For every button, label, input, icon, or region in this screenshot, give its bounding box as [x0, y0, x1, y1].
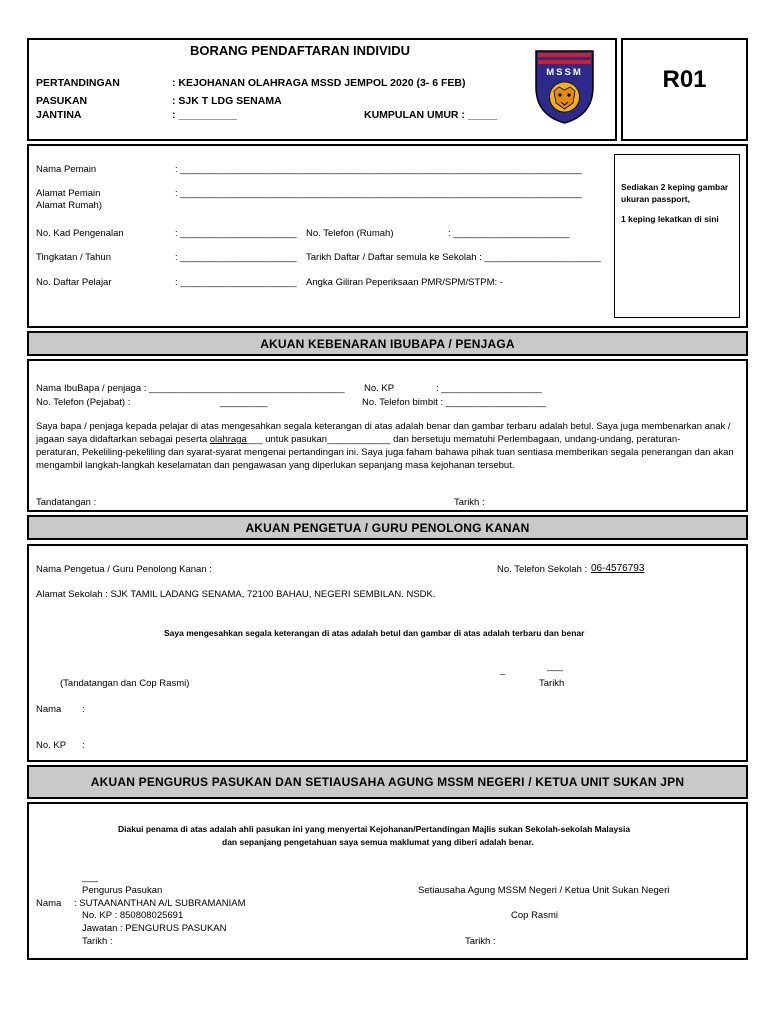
form-title: BORANG PENDAFTARAN INDIVIDU	[190, 43, 411, 58]
alamat-value: : ____________________________________________________________________________	[175, 188, 582, 199]
pengurus-nama-label: Nama	[36, 898, 62, 909]
jantina-label: JANTINA	[36, 109, 82, 121]
pengetua-band: AKUAN PENGETUA / GURU PENOLONG KANAN	[27, 515, 748, 540]
form-code: R01	[662, 66, 707, 93]
tingkatan-value: : ______________________	[175, 252, 297, 263]
akuan-line-2	[36, 434, 680, 445]
nama-pemain-value: : ____________________________________________________________________________	[175, 164, 582, 175]
nama-pemain-label: Nama Pemain	[36, 164, 97, 175]
tel-rumah-label: No. Telefon (Rumah)	[306, 228, 394, 239]
photo-instruction-2: 1 keping lekatkan di sini	[621, 214, 719, 224]
ibubapa-kp-label: No. KP	[364, 383, 395, 394]
nama-ibubapa: Nama IbuBapa / penjaga : _____________________________________	[36, 383, 345, 394]
tel-sekolah-label: No. Telefon Sekolah :	[497, 564, 588, 575]
pengurus-tarikh: Tarikh :	[82, 936, 113, 947]
pasukan-label: PASUKAN	[36, 95, 88, 107]
tel-pejabat-value: _________	[220, 397, 268, 408]
alamat-label-2: Alamat Rumah)	[36, 200, 102, 211]
logo-text: MSSM	[546, 67, 583, 78]
pengurus-statement-2: dan sepanjang pengetahuan saya semua maklumat yang diberi adalah benar.	[222, 837, 534, 847]
pengurus-pasukan-label: Pengurus Pasukan	[82, 885, 163, 896]
daftar-label: No. Daftar Pelajar	[36, 277, 112, 288]
nama-pengetua-label: Nama Pengetua / Guru Penolong Kanan :	[36, 564, 212, 575]
mssm-shield-icon	[532, 47, 597, 125]
ibubapa-band: AKUAN KEBENARAN IBUBAPA / PENJAGA	[27, 331, 748, 356]
photo-instruction-1: Sediakan 2 keping gambar ukuran passport,	[621, 182, 729, 204]
photo-box	[614, 154, 740, 318]
jantina-value: : __________	[172, 109, 237, 121]
daftar-value: : ______________________	[175, 277, 297, 288]
pengetua-nokp: No. KP	[36, 740, 67, 751]
alamat-sekolah: Alamat Sekolah : SJK TAMIL LADANG SENAMA, 72100 BAHAU, NEGERI SEMBILAN. NSDK.	[36, 589, 436, 600]
pasukan-value: : SJK T LDG SENAMA	[172, 95, 282, 107]
ibubapa-tandatangan: Tandatangan :	[36, 497, 97, 508]
tel-sekolah-value: 06-4576793	[591, 563, 645, 574]
pengetua-dash: _	[500, 665, 506, 676]
pengetua-nama-colon: :	[82, 704, 85, 715]
akuan-olahraga: olahraga	[209, 434, 247, 445]
ic-label: No. Kad Pengenalan	[36, 228, 124, 239]
pengurus-kp: No. KP : 850808025691	[82, 910, 184, 921]
setiausaha-label: Setiausaha Agung MSSM Negeri / Ketua Unit Sukan Negeri	[418, 885, 670, 896]
pengetua-tandatangan: (Tandatangan dan Cop Rasmi)	[60, 678, 190, 689]
tel-rumah-value: : ______________________	[448, 228, 570, 239]
tel-pejabat-label: No. Telefon (Pejabat) :	[36, 397, 131, 408]
ibubapa-tarikh: Tarikh :	[454, 497, 485, 508]
kumpulan-umur: KUMPULAN UMUR : _____	[364, 109, 498, 121]
tingkatan-label: Tingkatan / Tahun	[36, 252, 111, 263]
pertandingan-value: : KEJOHANAN OLAHRAGA MSSD JEMPOL 2020 (3- 6 FEB)	[172, 77, 466, 89]
pengetua-dash-2: ___	[547, 661, 563, 672]
pengetua-statement: Saya mengesahkan segala keterangan di atas adalah betul dan gambar di atas adalah terbaru dan benar	[164, 628, 585, 638]
setiausaha-tarikh: Tarikh :	[465, 936, 496, 947]
ibubapa-kp-value: : ___________________	[436, 383, 542, 394]
pengurus-dash: ___	[82, 872, 98, 883]
akuan-line-1: Saya bapa / penjaga kepada pelajar di atas mengesahkan segala keterangan di atas adalah benar dan gambar terbaru adalah betul. Saya juga membenarkan anak /	[36, 421, 731, 432]
pengurus-nama-value: : SUTAANANTHAN A/L SUBRAMANIAM	[74, 898, 246, 909]
pengetua-tarikh: Tarikh	[539, 678, 565, 689]
pengurus-statement-1: Diakui penama di atas adalah ahli pasukan ini yang menyertai Kejohanan/Pertandingan Majlis sukan Sekolah-sekolah Malaysia	[118, 824, 631, 834]
akuan-line-3: peraturan, Pekeliling-pekeliling dan syarat-syarat mengenai pertandingan ini. Saya juga faham bahawa pihak tuan sentiasa memberikan segala penerangan dan akan	[36, 447, 734, 458]
tel-bimbit: No. Telefon bimbit : ___________________	[362, 397, 547, 408]
akuan-line-2a: jagaan saya didaftarkan sebagai peserta	[36, 434, 210, 445]
pengetua-nokp-colon: :	[82, 740, 85, 751]
pertandingan-label: PERTANDINGAN	[36, 77, 120, 89]
ic-value: : ______________________	[175, 228, 297, 239]
pengetua-nama: Nama	[36, 704, 62, 715]
angka-giliran: Angka Giliran Peperiksaan PMR/SPM/STPM: -	[306, 277, 503, 288]
pengetua-box	[27, 544, 748, 762]
pengurus-band: AKUAN PENGURUS PASUKAN DAN SETIAUSAHA AGUNG MSSM NEGERI / KETUA UNIT SUKAN JPN	[27, 765, 748, 799]
akuan-line-2c: ___ untuk pasukan____________ dan bersetuju mematuhi Perlembagaan, undang-undang, peraturan-	[246, 434, 681, 445]
pengurus-jawatan: Jawatan : PENGURUS PASUKAN	[82, 923, 227, 934]
akuan-line-4: mengambil langkah-langkah keselamatan dan pengawasan yang diperlukan sepanjang masa kejohanan tersebut.	[36, 460, 515, 471]
cop-rasmi: Cop Rasmi	[511, 910, 558, 921]
mssm-logo	[532, 47, 597, 125]
alamat-label: Alamat Pemain	[36, 188, 101, 199]
tarikh-daftar: Tarikh Daftar / Daftar semula ke Sekolah : ______________________	[306, 252, 601, 263]
